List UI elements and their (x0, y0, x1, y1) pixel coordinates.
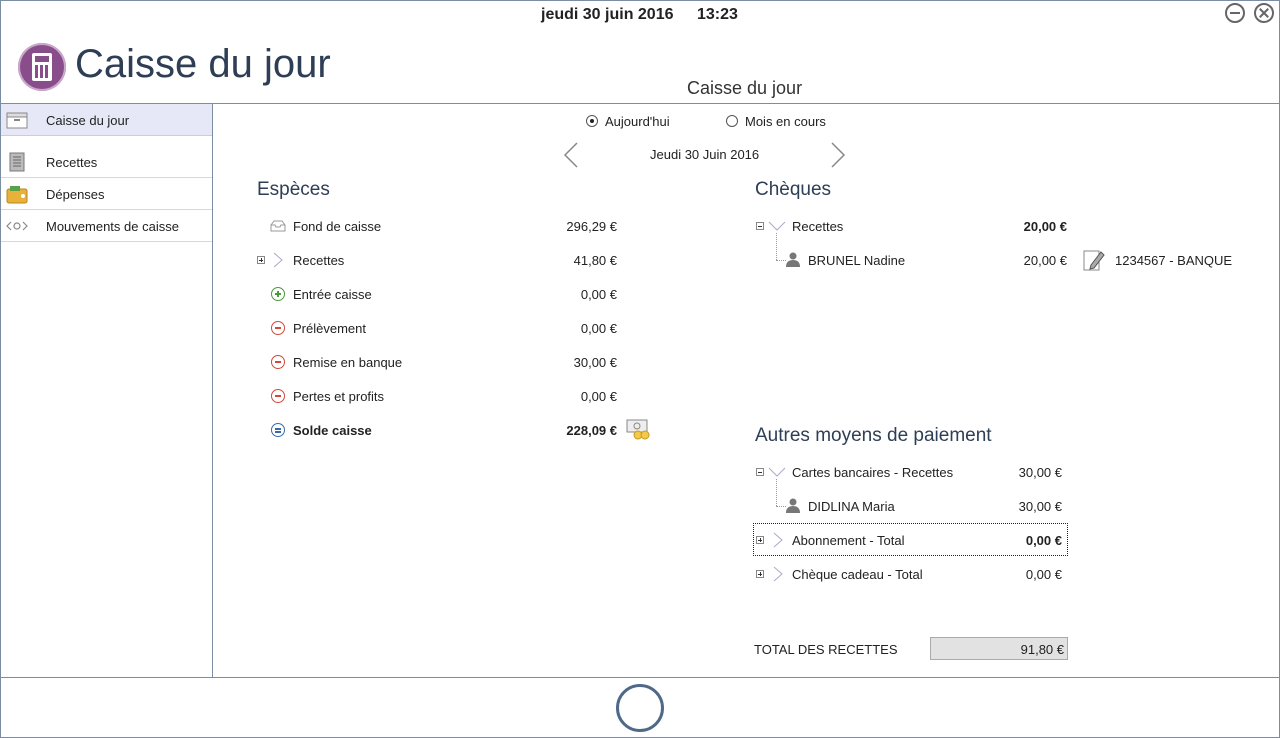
calculator-icon (18, 43, 66, 91)
fond-de-caisse-label: Fond de caisse (293, 219, 382, 234)
sidebar-item-label: Mouvements de caisse (46, 219, 179, 234)
wallet-icon (5, 183, 29, 205)
cartes-bancaires-label: Cartes bancaires - Recettes (792, 465, 954, 480)
radio-checked-icon (586, 115, 598, 127)
prelevement-label: Prélèvement (293, 321, 366, 336)
collapse-cartes-button[interactable] (756, 468, 764, 476)
page-title: Caisse du jour (687, 78, 803, 98)
expand-abonnement-button[interactable] (756, 536, 764, 544)
minus-icon (1230, 12, 1240, 14)
minus-circle-icon (271, 355, 285, 369)
receipt-icon (5, 151, 29, 173)
cheques-recettes-label: Recettes (792, 219, 844, 234)
total-recettes-value: 91,80 € (930, 637, 1068, 660)
chevron-right-icon (832, 143, 844, 167)
cheques-recettes-value: 20,00 € (1023, 219, 1067, 234)
equal-circle-icon (271, 423, 285, 437)
fond-de-caisse-value: 296,29 € (566, 219, 617, 234)
radio-mois-en-cours[interactable]: Mois en cours (726, 114, 826, 129)
plus-circle-icon (271, 287, 285, 301)
cheque-cadeau-value: 0,00 € (1025, 567, 1062, 582)
sidebar-divider (212, 103, 213, 678)
heart-icon (768, 220, 786, 232)
heart-icon (771, 532, 785, 548)
sidebar-item-label: Caisse du jour (46, 113, 130, 128)
sidebar-item-mouvements-de-caisse[interactable] (1, 210, 212, 242)
total-recettes-label: TOTAL DES RECETTES (754, 642, 898, 657)
person-icon (785, 497, 801, 513)
carte-client-name: DIDLINA Maria (808, 499, 895, 514)
previous-date-button[interactable] (559, 142, 585, 168)
selected-date: Jeudi 30 Juin 2016 (650, 147, 760, 162)
close-button[interactable] (1254, 3, 1274, 23)
minus-circle-icon (271, 321, 285, 335)
radio-unchecked-icon (726, 115, 738, 127)
tray-icon (270, 220, 286, 232)
abonnement-value: 0,00 € (1025, 533, 1062, 548)
collapse-cheques-recettes-button[interactable] (756, 222, 764, 230)
sidebar-item-depenses[interactable] (1, 178, 212, 210)
cheque-client-name: BRUNEL Nadine (808, 253, 906, 268)
expand-recettes-button[interactable] (257, 256, 265, 264)
cheque-client-value: 20,00 € (1023, 253, 1067, 268)
especes-heading: Espèces (257, 179, 330, 200)
radio-aujourdhui[interactable]: Aujourd'hui (586, 114, 670, 129)
sidebar-item-label: Dépenses (46, 187, 105, 202)
sidebar-item-label: Recettes (46, 155, 98, 170)
cash-box-icon (5, 109, 29, 131)
abonnement-label: Abonnement - Total (792, 533, 905, 548)
sidebar-item-caisse-du-jour[interactable] (1, 104, 212, 136)
current-date: jeudi 30 juin 2016 (541, 6, 674, 23)
app-title: Caisse du jour (75, 42, 331, 86)
cheque-cadeau-label: Chèque cadeau - Total (792, 567, 923, 582)
person-icon (785, 251, 801, 267)
heart-icon (271, 252, 285, 268)
entree-caisse-value: 0,00 € (580, 287, 617, 302)
transfer-arrows-icon (5, 215, 29, 237)
recettes-label: Recettes (293, 253, 345, 268)
expand-cheque-cadeau-button[interactable] (756, 570, 764, 578)
heart-icon (768, 466, 786, 478)
pertes-et-profits-value: 0,00 € (580, 389, 617, 404)
solde-caisse-value: 228,09 € (566, 423, 617, 438)
entree-caisse-label: Entrée caisse (293, 287, 372, 302)
minus-circle-icon (271, 389, 285, 403)
cartes-bancaires-value: 30,00 € (1018, 465, 1062, 480)
banknote-coins-button[interactable] (626, 418, 652, 442)
cheques-heading: Chèques (755, 179, 832, 200)
next-date-button[interactable] (826, 142, 852, 168)
minimize-button[interactable] (1225, 3, 1245, 23)
cheque-reference: 1234567 - BANQUE (1115, 253, 1233, 268)
pertes-et-profits-label: Pertes et profits (293, 389, 385, 404)
chevron-left-icon (565, 143, 577, 167)
footer-divider (0, 677, 1280, 678)
current-time: 13:23 (697, 6, 738, 23)
prelevement-value: 0,00 € (580, 321, 617, 336)
carte-client-value: 30,00 € (1018, 499, 1062, 514)
remise-en-banque-label: Remise en banque (293, 355, 403, 370)
recettes-value: 41,80 € (573, 253, 617, 268)
edit-icon[interactable] (1083, 248, 1105, 272)
solde-caisse-label: Solde caisse (293, 423, 372, 438)
autres-moyens-heading: Autres moyens de paiement (755, 425, 992, 446)
heart-icon (771, 566, 785, 582)
home-circle-button[interactable] (616, 684, 664, 732)
remise-en-banque-value: 30,00 € (573, 355, 617, 370)
sidebar-item-recettes[interactable] (1, 146, 212, 178)
